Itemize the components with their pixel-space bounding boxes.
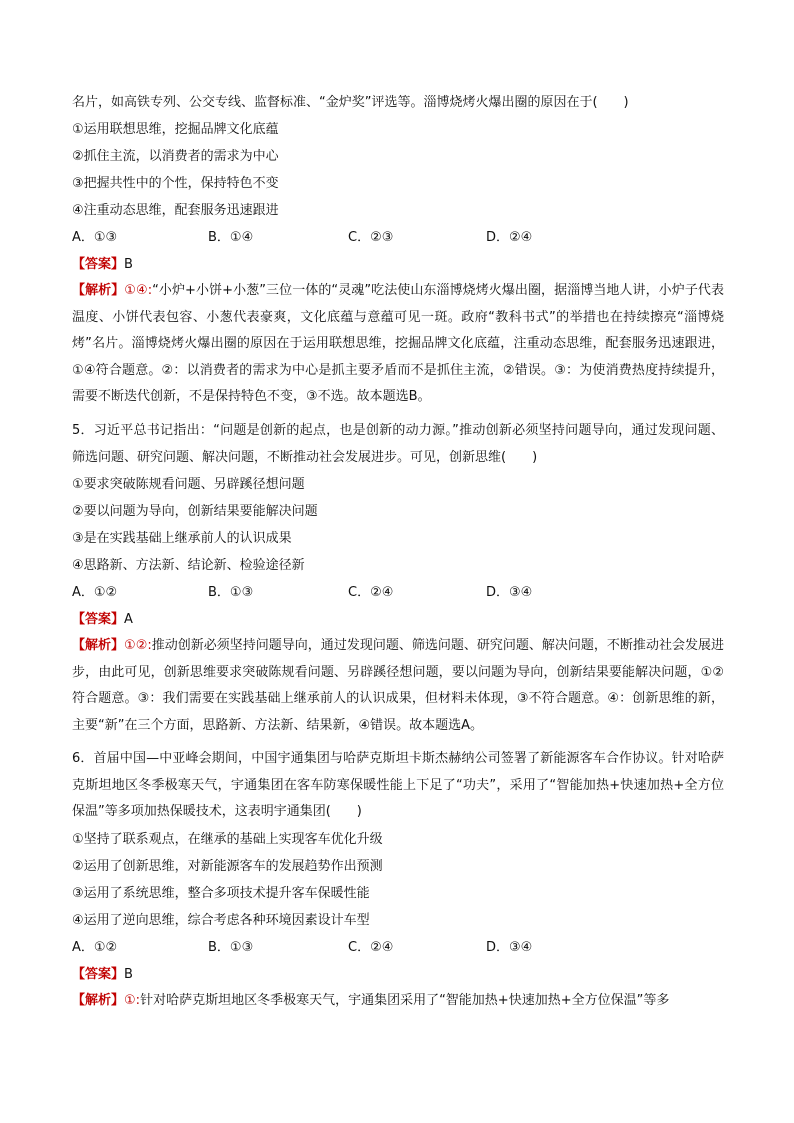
statement-item: ④思路新、方法新、结论新、检验途径新 — [72, 558, 305, 573]
answer-options — [72, 934, 724, 961]
option-c: C．②④ — [348, 939, 394, 955]
answer-value: B — [124, 966, 133, 982]
answer-tag: 【答案】 — [72, 257, 125, 272]
analysis-text: 针对哈萨克斯坦地区冬季极寒天气，宇通集团采用了“智能加热+快速加热+全方位保温”等多 — [140, 992, 670, 1008]
answer-line — [72, 606, 724, 633]
analysis-text: “小炉+小饼+小葱”三位一体的“灵魂”吃法使山东淄博烧烤火爆出圈，据淄博当地人讲，小炉子代表温度、小饼代表包容、小葱代表豪爽，文化底蕴与意蕴可见一斑。政府“教科书式”的举措也在持续擦亮“淄博烧烤”名片。淄博烧烤火爆出圈的原因在于运用联想思维，挖掘品牌文化底蕴，注重动态思维，配套服务迅速跟进，①④符合题意。②：以消费者的需求为中心是抓主要矛盾而不是抓住主流，②错误。③：为使消费热度持续提升，需要不断迭代创新，不是保持特色不变，③不选。故本题选B。 — [72, 283, 724, 404]
question-stem: 5．习近平总书记指出：“问题是创新的起点，也是创新的动力源。”推动创新必须坚持问题导向，通过发现问题、筛选问题、研究问题、解决问题，不断推动社会发展进步。可见，创新思维( ) — [72, 423, 724, 465]
option-c: C．②③ — [348, 230, 394, 245]
analysis-lead: ①②: — [124, 638, 152, 653]
answer-tag: 【答案】 — [72, 966, 125, 982]
question-stem: 名片，如高铁专列、公交专线、监督标准、“金炉奖”评选等。淄博烧烤火爆出圈的原因在于( ) — [72, 95, 629, 110]
statement-item: ④注重动态思维，配套服务迅速跟进 — [72, 203, 279, 218]
analysis-paragraph — [72, 633, 724, 739]
analysis-text: 推动创新必须坚持问题导向，通过发现问题、筛选问题、研究问题、解决问题，不断推动社会发展进步，由此可见，创新思维要求突破陈规看问题、另辟蹊径想问题，要以问题为导向，创新结果要能解决问题，①②符合题意。③：我们需要在实践基础上继承前人的认识成果，但材料未体现，③不符合题意。④：创新思维的新，主要“新”在三个方面，思路新、方法新、结果新，④错误。故本题选A。 — [72, 638, 724, 733]
analysis-lead: ①: — [124, 992, 141, 1008]
option-a: A．①② — [72, 939, 118, 955]
statement-item: ③把握共性中的个性，保持特色不变 — [72, 176, 279, 191]
option-a: A．①② — [72, 585, 118, 600]
answer-value: A — [124, 612, 133, 627]
question-6 — [72, 746, 724, 1014]
statement-item: ①坚持了联系观点，在继承的基础上实现客车优化升级 — [72, 831, 383, 847]
statement-item: ②要以问题为导向，创新结果要能解决问题 — [72, 504, 318, 519]
answer-tag: 【答案】 — [72, 612, 125, 627]
question-stem: 6．首届中国—中亚峰会期间，中国宇通集团与哈萨克斯坦卡斯杰赫纳公司签署了新能源客车合作协议。针对哈萨克斯坦地区冬季极寒天气，宇通集团在客车防寒保暖性能上下足了“功夫”，采用了“智能加热+快速加热+全方位保温”等多项加热保暖技术，这表明宇通集团( ) — [72, 751, 724, 819]
statement-item: ②运用了创新思维，对新能源客车的发展趋势作出预测 — [72, 858, 383, 874]
question-4 — [72, 89, 724, 411]
option-b: B．①③ — [208, 939, 254, 955]
analysis-tag: 【解析】 — [72, 638, 125, 653]
statement-item: ④运用了逆向思维，综合考虑各种环境因素设计车型 — [72, 912, 370, 928]
statement-item: ②抓住主流，以消费者的需求为中心 — [72, 149, 279, 164]
analysis-tag: 【解析】 — [72, 283, 125, 298]
answer-line — [72, 251, 724, 278]
answer-value: B — [124, 257, 133, 272]
analysis-paragraph — [72, 278, 724, 411]
option-d: D．③④ — [486, 585, 533, 600]
option-c: C．②④ — [348, 585, 394, 600]
option-d: D．②④ — [486, 230, 533, 245]
statement-item: ③是在实践基础上继承前人的认识成果 — [72, 531, 292, 546]
option-a: A．①③ — [72, 230, 118, 245]
statement-item: ①要求突破陈规看问题、另辟蹊径想问题 — [72, 477, 305, 492]
analysis-lead: ①④: — [124, 283, 153, 298]
answer-options — [72, 224, 724, 251]
statement-item: ③运用了系统思维，整合多项技术提升客车保暖性能 — [72, 885, 370, 901]
analysis-paragraph — [72, 988, 724, 1015]
answer-options — [72, 579, 724, 606]
statement-item: ①运用联想思维，挖掘品牌文化底蕴 — [72, 122, 279, 137]
option-b: B．①③ — [208, 585, 254, 600]
answer-line — [72, 961, 724, 988]
option-b: B．①④ — [208, 230, 254, 245]
analysis-tag: 【解析】 — [72, 992, 125, 1008]
option-d: D．③④ — [486, 939, 533, 955]
question-5 — [72, 418, 724, 739]
